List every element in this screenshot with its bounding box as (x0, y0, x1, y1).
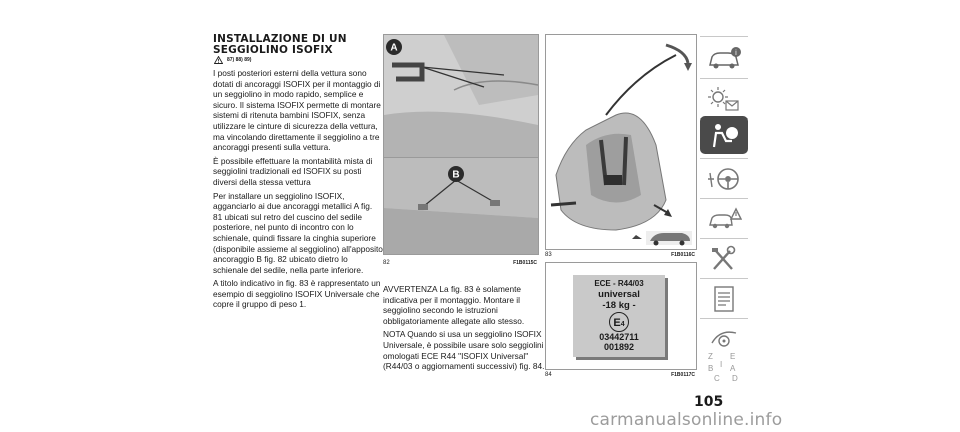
section-title: INSTALLAZIONE DI UN SEGGIOLINO ISOFIX (213, 33, 347, 56)
tab-index[interactable] (700, 348, 748, 384)
column-1 (213, 68, 383, 313)
figure-84-caption (545, 372, 695, 378)
label-universal: universal (598, 289, 640, 300)
watermark: carmanualsonline.info (590, 410, 783, 430)
isofix-anchor-illustration (384, 35, 538, 163)
paragraph: Per installare un seggiolino ISOFIX, agganciarlo ai due ancoraggi metallici A fig. 81 ubicati sul retro del cuscino del sedile posteriore, nel punto di incontro con lo schienale, quindi fissare la cinghia superiore (disponibile assieme al seggiolino) all'apposito ancoraggio B fig. 82 ubicato dietro lo schienale del sedile, nella parte inferiore. (213, 190, 383, 275)
figure-number: 82 (383, 260, 390, 266)
e-mark-number: 4 (620, 321, 625, 328)
label-weight: -18 kg - (602, 300, 636, 311)
tab-lights-messages[interactable] (700, 80, 748, 118)
index-letter: C (714, 374, 720, 383)
paragraph: NOTA Quando si usa un seggiolino ISOFIX Universale, è possibile usare solo seggiolini omologati ECE R44 "ISOFIX Universal" (R44/03 o aggiornamenti successivi) fig. 84. (383, 329, 545, 372)
alphabet-index-icon (704, 349, 744, 383)
figure-code: F1B0116C (671, 252, 695, 258)
paragraph: I posti posteriori esterni della vettura sono dotati di ancoraggi ISOFIX per il montaggio di un seggiolino in modo rapido, semplice e sicuro. Il sistema ISOFIX permette di montare sistemi di ritenuta bambini ISOFIX, senza utilizzare le cinture di sicurezza della vettura, ma vincolando direttamente il seggiolino a tre ancoraggi presenti sulla vettura. (213, 68, 381, 153)
warning-light-icon (706, 85, 742, 113)
tab-safety[interactable] (700, 116, 748, 154)
e-mark-icon (609, 312, 629, 332)
isofix-child-seat-illustration (546, 35, 696, 249)
index-letter: D (732, 374, 738, 383)
figure-82 (383, 157, 539, 255)
airbag-person-icon (706, 121, 742, 149)
figure-81 (383, 34, 539, 164)
index-letter: A (730, 364, 736, 373)
marker-a: A (390, 42, 398, 54)
tools-icon (706, 245, 742, 273)
tab-dashboard-info[interactable] (700, 40, 748, 78)
warning-reference (214, 56, 251, 64)
steering-wheel-icon (706, 165, 742, 193)
figure-83 (545, 34, 697, 250)
figure-84 (545, 262, 697, 370)
tab-technical-data[interactable] (700, 280, 748, 318)
label-standard: ECE - R44/03 (594, 279, 644, 288)
e-mark-letter: E (613, 317, 621, 329)
car-info-icon (706, 45, 742, 73)
paragraph: AVVERTENZA La fig. 83 è solamente indicativa per il montaggio. Montare il seggiolino secondo le istruzioni obbligatoriamente allegate allo stesso. (383, 284, 525, 326)
tab-driving[interactable] (700, 160, 748, 198)
index-letter: E (730, 352, 736, 361)
page-number: 105 (694, 394, 724, 410)
figure-code: F1B0115C (513, 260, 537, 266)
paragraph: A titolo indicativo in fig. 83 è rappresentato un esempio di seggiolino ISOFIX Universale che copre il gruppo di peso 1. (213, 278, 381, 310)
label-approval-number: 03442711 (599, 332, 639, 342)
index-letter: B (708, 364, 714, 373)
column-2 (383, 284, 545, 375)
index-letter: Z (708, 352, 713, 361)
top-tether-anchor-illustration (384, 158, 538, 254)
tab-emergency[interactable] (700, 200, 748, 238)
label-serial-number: 001892 (603, 342, 635, 352)
paragraph: È possibile effettuare la montabilità mista di seggiolini tradizionali ed ISOFIX su posti diversi della stessa vettura (213, 155, 373, 187)
checklist-icon (706, 285, 742, 313)
svg-text:i: i (735, 49, 737, 57)
figure-82-caption (383, 260, 537, 266)
figure-83-caption (545, 252, 695, 258)
index-letter: I (720, 360, 723, 369)
marker-b: B (452, 169, 460, 181)
figure-number: 83 (545, 252, 552, 258)
figure-code: F1B0117C (671, 372, 695, 378)
homologation-label (573, 275, 665, 357)
warning-refs-text: 87) 88) 89) (227, 57, 252, 63)
tab-maintenance[interactable] (700, 240, 748, 278)
car-breakdown-icon (706, 205, 742, 233)
figure-number: 84 (545, 372, 552, 378)
warning-triangle-icon (214, 56, 223, 64)
